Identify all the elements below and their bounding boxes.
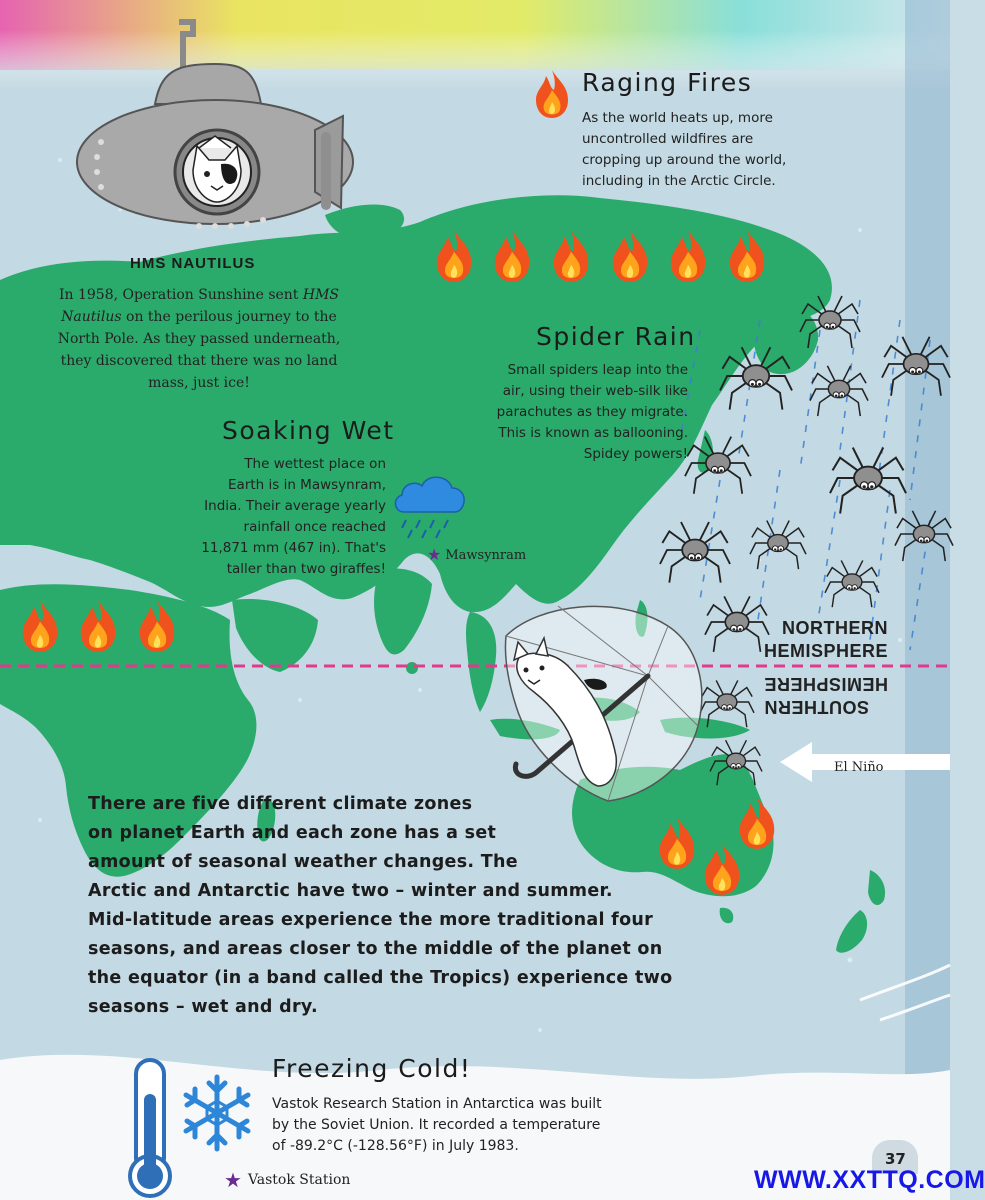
climate-zones-paragraph — [88, 790, 728, 1022]
raging-fires-line: cropping up around the world, — [582, 152, 787, 168]
intro-line: on planet Earth and each zone has a set — [88, 823, 497, 843]
northern-hemisphere-label — [764, 617, 888, 663]
fire-icon — [725, 228, 769, 284]
soaking-wet-line: rainfall once reached — [243, 519, 386, 535]
thermometer-icon — [128, 1058, 172, 1198]
fire-icon — [490, 228, 534, 284]
raging-fires-title: Raging Fires — [582, 68, 753, 97]
spider-icon — [882, 330, 950, 398]
spider-rain-body — [440, 360, 688, 465]
vastok-station-label: Vastok Station — [247, 1172, 351, 1188]
watermark: WWW.XXTTQ.COM — [754, 1166, 985, 1194]
intro-line: seasons – wet and dry. — [88, 997, 318, 1017]
freezing-cold-title: Freezing Cold! — [272, 1054, 472, 1083]
freezing-cold-line: of -89.2°C (-128.56°F) in July 1983. — [272, 1138, 519, 1154]
fire-icon — [549, 228, 593, 284]
nautilus-body: In 1958, Operation Sunshine sent HMS Nautilus on the perilous journey to the North Pole. As they passed underneath, they discovered that there was no land mass, just ice! — [57, 287, 341, 391]
spider-icon — [800, 290, 860, 350]
spider-icon — [825, 555, 879, 609]
el-nino-label: El Niño — [834, 760, 884, 775]
soaking-wet-body — [160, 454, 386, 580]
northern-hemisphere-line: HEMISPHERE — [763, 641, 888, 661]
spider-rain-line: parachutes as they migrate. — [496, 404, 688, 420]
fire-icon — [608, 228, 652, 284]
soaking-wet-title: Soaking Wet — [222, 416, 395, 445]
fire-icon — [135, 598, 179, 654]
spider-rain-line: air, using their web-silk like — [502, 383, 688, 399]
spider-rain-line: Small spiders leap into the — [507, 362, 688, 378]
page-number: 37 — [885, 1150, 906, 1168]
spider-icon — [720, 340, 792, 412]
fire-icon — [432, 228, 476, 284]
spider-rain-title: Spider Rain — [536, 322, 696, 351]
freezing-cold-line: Vastok Research Station in Antarctica was built — [272, 1096, 602, 1112]
southern-hemisphere-line: SOUTHERN — [763, 697, 869, 717]
spider-icon — [810, 360, 868, 418]
freezing-cold-body — [272, 1094, 652, 1157]
fire-row-russia — [432, 228, 772, 288]
spider-icon — [685, 430, 751, 496]
nautilus-title: HMS NAUTILUS — [130, 255, 256, 272]
intro-line: seasons, and areas closer to the middle of the planet on — [88, 939, 663, 959]
star-icon: ★ — [224, 1168, 242, 1192]
mawsynram-marker — [427, 547, 526, 563]
mawsynram-label: Mawsynram — [445, 547, 527, 563]
southern-hemisphere-label — [764, 672, 888, 718]
spider-icon — [660, 515, 730, 585]
intro-line: Arctic and Antarctic have two – winter and summer. — [88, 881, 613, 901]
raging-fires-icon — [532, 68, 572, 124]
submarine-icon — [75, 12, 345, 247]
soaking-wet-line: Earth is in Mawsynram, — [228, 477, 386, 493]
soaking-wet-line: taller than two giraffes! — [226, 561, 386, 577]
spider-icon — [750, 515, 806, 571]
vastok-station-marker — [224, 1170, 350, 1190]
southern-hemisphere-line: HEMISPHERE — [763, 674, 888, 694]
intro-line: There are five different climate zones — [88, 794, 473, 814]
rain-cloud-icon — [390, 470, 470, 540]
star-icon: ★ — [427, 545, 442, 564]
fire-icon — [18, 598, 62, 654]
spider-rain-line: This is known as ballooning. — [498, 425, 688, 441]
raging-fires-line: uncontrolled wildfires are — [582, 131, 754, 147]
intro-line: amount of seasonal weather changes. The — [88, 852, 518, 872]
raging-fires-line: including in the Arctic Circle. — [582, 173, 776, 189]
snowflake-icon — [176, 1072, 258, 1154]
spider-rain-line: Spidey powers! — [583, 446, 688, 462]
fire-icon — [666, 228, 710, 284]
soaking-wet-line: India. Their average yearly — [204, 498, 386, 514]
fire-row-africa — [18, 598, 188, 658]
intro-line: the equator (in a band called the Tropics) experience two — [88, 968, 673, 988]
fire-icon — [76, 598, 120, 654]
soaking-wet-line: The wettest place on — [244, 456, 386, 472]
umbrella-cat-illustration — [498, 596, 718, 811]
raging-fires-line: As the world heats up, more — [582, 110, 773, 126]
intro-line: Mid-latitude areas experience the more traditional four — [88, 910, 654, 930]
spider-icon — [895, 505, 953, 563]
raging-fires-body — [582, 108, 862, 192]
soaking-wet-line: 11,871 mm (467 in). That's — [201, 540, 386, 556]
northern-hemisphere-line: NORTHERN — [782, 618, 888, 638]
freezing-cold-line: by the Soviet Union. It recorded a temperature — [272, 1117, 601, 1133]
